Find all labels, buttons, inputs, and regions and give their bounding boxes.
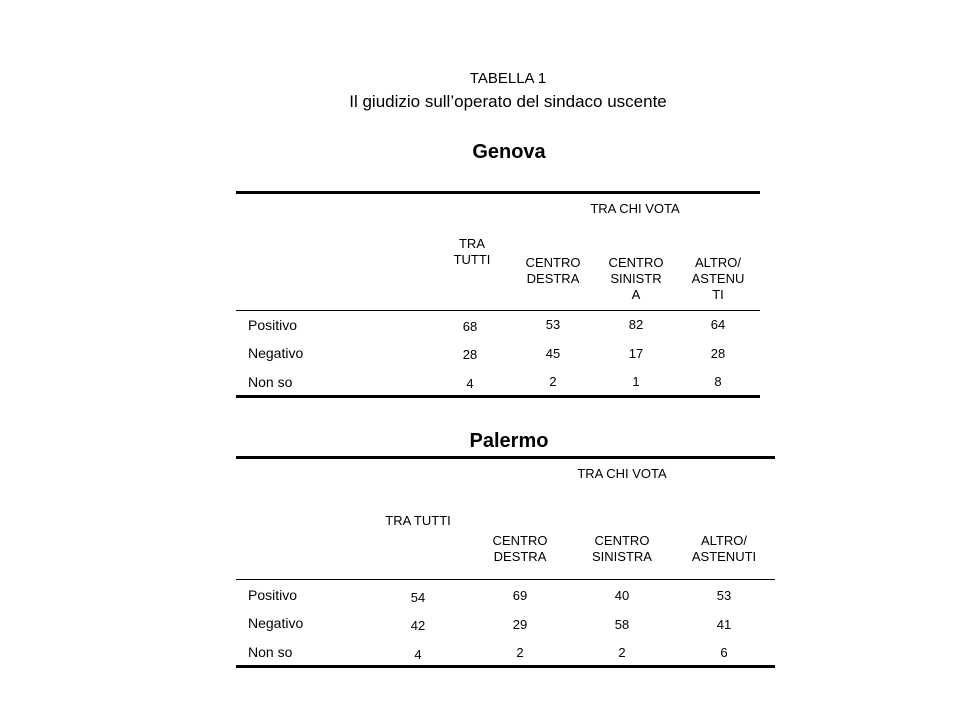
genova-row-label-non-so: Non so	[248, 374, 293, 390]
palermo-cell: 69	[512, 588, 528, 603]
genova-top-rule	[236, 191, 760, 194]
palermo-top-rule	[236, 456, 775, 459]
palermo-cell: 58	[614, 617, 630, 632]
palermo-city-title: Palermo	[469, 430, 549, 452]
genova-cell: 28	[462, 347, 478, 362]
palermo-row-label-non-so: Non so	[248, 644, 293, 660]
genova-header-rule	[236, 310, 760, 311]
palermo-col-tra-tutti: TRA TUTTI	[385, 513, 451, 528]
genova-group-header: TRA CHI VOTA	[590, 201, 680, 216]
genova-cell: 1	[632, 374, 640, 389]
palermo-row-label-positivo: Positivo	[248, 587, 298, 603]
genova-cell: 4	[466, 376, 474, 391]
genova-cell: 53	[545, 317, 561, 332]
genova-cell: 17	[628, 346, 644, 361]
palermo-row-label-negativo: Negativo	[248, 615, 304, 631]
palermo-header-rule	[236, 579, 775, 580]
palermo-cell: 2	[516, 645, 524, 660]
genova-col-altro-astenuti: ALTRO/ ASTENU TI	[691, 255, 745, 302]
palermo-cell: 6	[720, 645, 728, 660]
genova-cell: 68	[462, 319, 478, 334]
palermo-col-centro-sinistra: CENTRO SINISTRA	[592, 533, 652, 564]
palermo-cell: 40	[614, 588, 630, 603]
palermo-cell: 2	[618, 645, 626, 660]
palermo-cell: 41	[716, 617, 732, 632]
genova-cell: 28	[710, 346, 726, 361]
table-subtitle: Il giudizio sull’operato del sindaco uscente	[349, 92, 667, 111]
genova-cell: 82	[628, 317, 644, 332]
genova-col-centro-sinistra: CENTRO SINISTR A	[608, 255, 664, 302]
palermo-cell: 53	[716, 588, 732, 603]
genova-cell: 8	[714, 374, 722, 389]
genova-cell: 45	[545, 346, 561, 361]
palermo-cell: 54	[410, 590, 426, 605]
genova-row-label-positivo: Positivo	[248, 317, 298, 333]
genova-bottom-rule	[236, 395, 760, 398]
genova-row-label-negativo: Negativo	[248, 345, 304, 361]
palermo-cell: 4	[414, 647, 422, 662]
table-label: TABELLA 1	[469, 70, 547, 87]
genova-col-tra-tutti: TRA TUTTI	[453, 236, 491, 267]
genova-city-title: Genova	[472, 141, 546, 163]
palermo-cell: 29	[512, 617, 528, 632]
palermo-cell: 42	[410, 618, 426, 633]
genova-col-centro-destra: CENTRO DESTRA	[525, 255, 581, 286]
palermo-bottom-rule	[236, 665, 775, 668]
genova-cell: 64	[710, 317, 726, 332]
palermo-col-centro-destra: CENTRO DESTRA	[492, 533, 548, 564]
palermo-group-header: TRA CHI VOTA	[577, 466, 667, 481]
genova-cell: 2	[549, 374, 557, 389]
palermo-col-altro-astenuti: ALTRO/ ASTENUTI	[691, 533, 757, 564]
